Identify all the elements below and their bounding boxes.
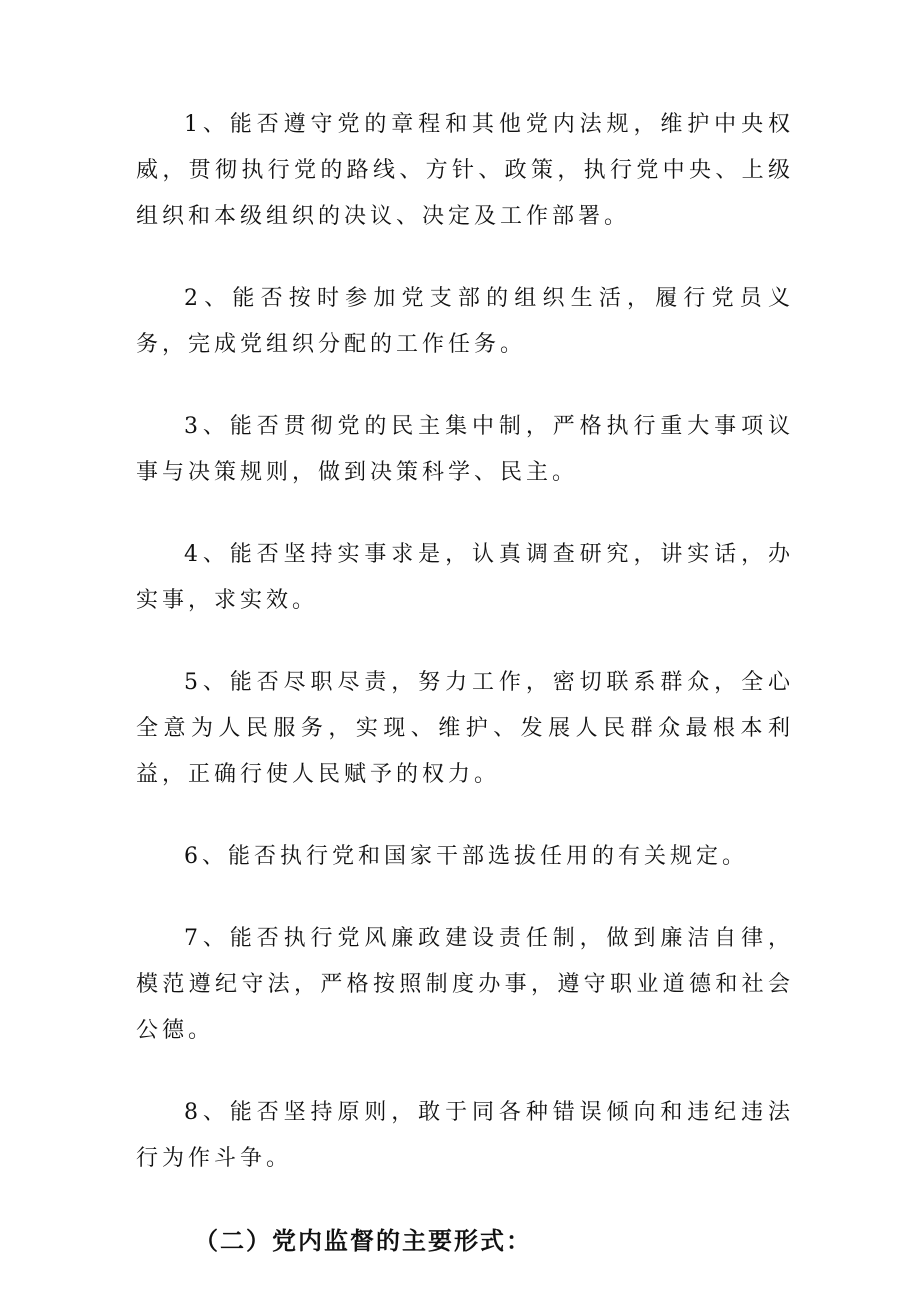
paragraph-item-8: 8、能否坚持原则，敢于同各种错误倾向和违纪违法行为作斗争。: [136, 1100, 794, 1171]
document-body: [136, 102, 794, 1264]
section-heading: （二）党内监督的主要形式：: [194, 1227, 532, 1255]
paragraph-item-4: 4、能否坚持实事求是，认真调查研究，讲实话，办实事，求实效。: [136, 542, 794, 613]
paragraph-item-1: 1、能否遵守党的章程和其他党内法规，维护中央权威，贯彻执行党的路线、方针、政策，执行党中央、上级组织和本级组织的决议、决定及工作部署。: [136, 112, 794, 229]
paragraph-item-2: 2、能否按时参加党支部的组织生活，履行党员义务，完成党组织分配的工作任务。: [136, 286, 794, 357]
paragraph-item-6: 6、能否执行党和国家干部选拔任用的有关规定。: [184, 844, 748, 869]
paragraph-item-7: 7、能否执行党风廉政建设责任制，做到廉洁自律，模范遵纪守法，严格按照制度办事，遵守职业道德和社会公德。: [136, 926, 794, 1043]
paragraph-item-3: 3、能否贯彻党的民主集中制，严格执行重大事项议事与决策规则，做到决策科学、民主。: [136, 414, 794, 485]
paragraph-item-5: 5、能否尽职尽责，努力工作，密切联系群众，全心全意为人民服务，实现、维护、发展人民群众最根本利益，正确行使人民赋予的权力。: [136, 670, 794, 787]
